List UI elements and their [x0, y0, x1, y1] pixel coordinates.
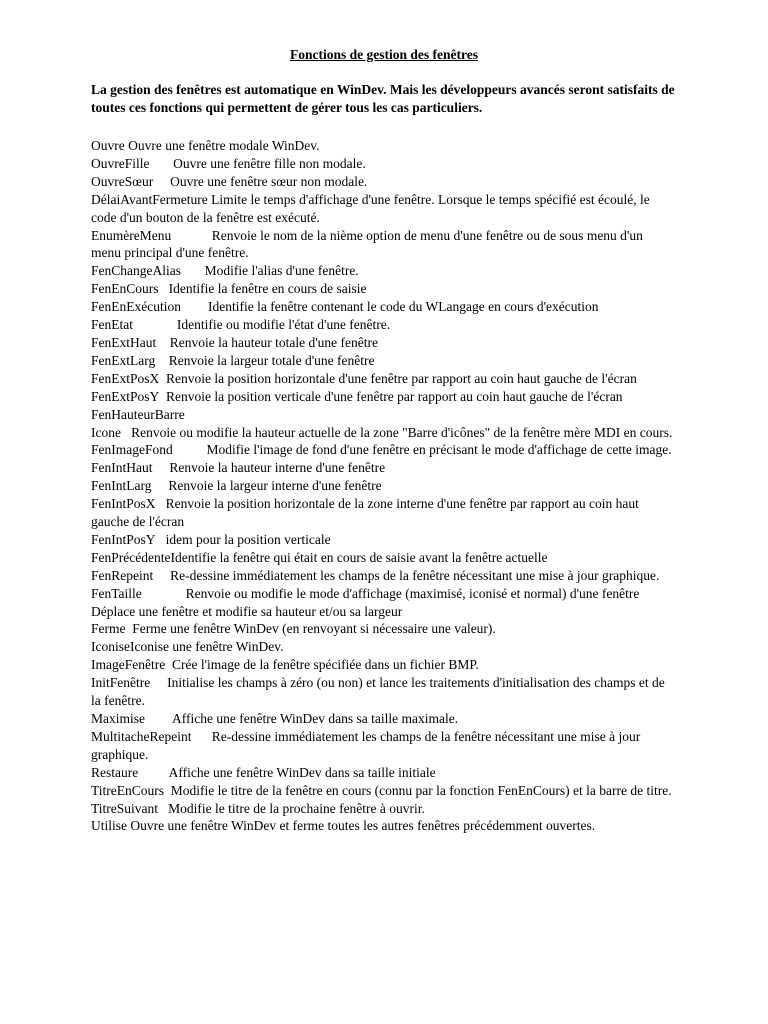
function-entry — [91, 155, 676, 173]
function-description: Ouvre une fenêtre sœur non modale. — [170, 173, 368, 189]
separator — [159, 371, 166, 386]
separator — [159, 389, 166, 404]
separator — [181, 299, 208, 314]
function-description: Identifie la fenêtre qui était en cours de saisie avant la fenêtre actuelle — [170, 549, 548, 565]
function-entry — [91, 656, 676, 674]
function-name: FenEnExécution — [91, 299, 181, 315]
function-entry — [91, 424, 676, 442]
function-entry — [91, 352, 676, 370]
function-entry — [91, 638, 676, 656]
function-entry — [91, 334, 676, 352]
function-description: Renvoie la largeur interne d'une fenêtre — [168, 478, 382, 494]
function-name: FenRepeint — [91, 567, 154, 583]
function-description: Iconise une fenêtre WinDev. — [129, 639, 284, 655]
separator — [156, 496, 166, 511]
separator — [156, 335, 170, 350]
function-entry — [91, 620, 676, 638]
intro-paragraph: La gestion des fenêtres est automatique en WinDev. Mais les développeurs avancés seront satisfaits de toutes ces fonctions qui permettent de gérer tous les cas particuliers. — [91, 82, 675, 115]
function-entry — [91, 227, 676, 263]
function-entry — [91, 567, 676, 585]
function-description: Re-dessine immédiatement les champs de la fenêtre nécessitant une mise à jour graphique. — [170, 567, 660, 583]
function-entry — [91, 137, 676, 155]
function-name: FenExtHaut — [91, 334, 157, 350]
function-name: ImageFenêtre — [91, 657, 166, 673]
function-description: Renvoie la largeur totale d'une fenêtre — [168, 352, 375, 368]
function-description: Modifie le titre de la fenêtre en cours (connu par la fonction FenEnCours) et la barre de titre. — [170, 782, 672, 798]
function-name: FenExtLarg — [91, 352, 156, 368]
function-description: Renvoie le nom de la nième option de menu d'une fenêtre ou de sous menu d'un menu principal d'une fenêtre. — [91, 227, 643, 261]
function-description: Renvoie la position horizontale d'une fenêtre par rapport au coin haut gauche de l'écran — [166, 370, 637, 386]
separator — [150, 156, 174, 171]
function-entry — [91, 406, 676, 424]
function-description: idem pour la position verticale — [165, 531, 331, 547]
separator — [155, 353, 169, 368]
function-entry — [91, 298, 676, 316]
function-description: Affiche une fenêtre WinDev dans sa taille initiale — [168, 764, 436, 780]
separator — [153, 460, 170, 475]
function-description: Ouvre une fenêtre modale WinDev. — [128, 138, 320, 153]
separator — [138, 765, 168, 780]
separator — [165, 657, 172, 672]
function-name: Iconise — [91, 639, 130, 655]
function-name: FenIntLarg — [91, 478, 152, 494]
function-entry — [91, 191, 676, 227]
separator — [145, 711, 172, 726]
function-list — [91, 137, 676, 835]
function-name: FenExtPosY — [91, 388, 160, 404]
function-entry — [91, 262, 676, 280]
function-entry — [91, 800, 676, 818]
function-description: Re-dessine immédiatement les champs de la fenêtre nécessitant une mise à jour graphique. — [91, 728, 641, 762]
separator — [153, 174, 170, 189]
function-description: Crée l'image de la fenêtre spécifiée dans un fichier BMP. — [171, 657, 479, 673]
function-name: FenTaille — [91, 585, 142, 601]
function-entry — [91, 728, 676, 764]
separator — [142, 586, 186, 601]
function-entry — [91, 370, 676, 388]
function-name: FenEtat — [91, 317, 133, 333]
function-name: OuvreFille — [91, 155, 150, 171]
function-name: TitreSuivant — [91, 800, 159, 816]
function-entry — [91, 441, 676, 459]
function-description: Renvoie la position verticale d'une fenêtre par rapport au coin haut gauche de l'écran — [166, 388, 623, 404]
separator — [158, 801, 168, 816]
function-entry — [91, 674, 676, 710]
separator — [171, 228, 212, 243]
function-description: Identifie la fenêtre en cours de saisie — [168, 281, 367, 297]
function-description: Limite le temps d'affichage d'une fenêtre. Lorsque le temps spécifié est écoulé, le code d'un bouton de la fenêtre est exécuté. — [91, 191, 650, 225]
separator — [181, 263, 205, 278]
function-name: FenExtPosX — [91, 370, 160, 386]
function-entry — [91, 764, 676, 782]
function-name: FenIntPosY — [91, 531, 156, 547]
function-name: EnumèreMenu — [91, 227, 172, 243]
function-name: OuvreSœur — [91, 173, 154, 189]
function-name: TitreEnCours — [91, 782, 165, 798]
separator — [153, 568, 170, 583]
function-name: FenIntPosX — [91, 496, 156, 512]
function-description: Modifie l'image de fond d'une fenêtre en précisant le mode d'affichage de cette image. — [206, 442, 672, 458]
function-name: FenImageFond — [91, 442, 173, 458]
function-description: Modifie l'alias d'une fenêtre. — [204, 263, 359, 279]
function-entry — [91, 710, 676, 728]
separator — [173, 442, 207, 457]
function-name: FenChangeAlias — [91, 263, 181, 279]
function-description: Renvoie la hauteur totale d'une fenêtre — [169, 334, 378, 350]
function-name: MultitacheRepeint — [91, 728, 192, 744]
document-title: Fonctions de gestion des fenêtres — [290, 47, 478, 62]
function-name: FenEnCours — [91, 281, 159, 297]
function-description: Ferme une fenêtre WinDev (en renvoyant si nécessaire une valeur). — [132, 621, 496, 637]
separator — [156, 532, 166, 547]
function-name: Maximise — [91, 711, 145, 726]
function-entry — [91, 280, 676, 298]
function-description: Renvoie la hauteur interne d'une fenêtre — [169, 460, 386, 476]
function-entry — [91, 495, 676, 531]
separator — [159, 281, 169, 296]
function-entry — [91, 173, 676, 191]
function-description: Ouvre une fenêtre fille non modale. — [173, 155, 366, 171]
separator — [164, 783, 171, 798]
function-name: FenIntHaut — [91, 460, 153, 476]
separator — [121, 425, 131, 440]
function-description: Renvoie ou modifie le mode d'affichage (maximisé, iconisé et normal) d'une fenêtre Déplace une fenêtre et modifie sa hauteur et/ou sa largeur — [91, 585, 640, 619]
function-description: Affiche une fenêtre WinDev dans sa taille maximale. — [172, 711, 459, 726]
function-name: Ouvre — [91, 138, 125, 153]
separator — [191, 729, 211, 744]
function-description: Modifie le titre de la prochaine fenêtre à ouvrir. — [168, 800, 425, 816]
function-name: Utilise — [91, 818, 127, 834]
function-description: Initialise les champs à zéro (ou non) et lance les traitements d'initialisation des champs et de la fenêtre. — [91, 675, 665, 709]
function-name: Ferme — [91, 621, 126, 637]
function-entry — [91, 459, 676, 477]
function-description: Identifie la fenêtre contenant le code du WLangage en cours d'exécution — [207, 299, 599, 315]
function-entry — [91, 388, 676, 406]
function-name: FenHauteurBarre — [91, 406, 185, 422]
function-entry — [91, 782, 676, 800]
function-name: DélaiAvantFermeture — [91, 191, 208, 207]
function-description: Renvoie la position horizontale de la zone interne d'une fenêtre par rapport au coin haut gauche de l'écran — [91, 496, 639, 530]
function-name: FenPrécédente — [91, 549, 171, 565]
separator — [150, 675, 167, 690]
function-entry — [91, 585, 676, 621]
separator — [152, 478, 169, 493]
function-name: Icone — [91, 424, 121, 440]
function-description: Ouvre une fenêtre WinDev et ferme toutes les autres fenêtres précédemment ouvertes. — [130, 818, 596, 834]
function-entry — [91, 531, 676, 549]
function-description: Identifie ou modifie l'état d'une fenêtre. — [176, 317, 391, 333]
function-name: InitFenêtre — [91, 675, 151, 691]
function-description: Renvoie ou modifie la hauteur actuelle de la zone "Barre d'icônes" de la fenêtre mère MDI en cours. — [131, 424, 673, 440]
function-name: Restaure — [91, 764, 139, 780]
function-entry — [91, 817, 676, 835]
function-entry — [91, 316, 676, 334]
function-entry — [91, 477, 676, 495]
separator — [133, 317, 177, 332]
function-entry — [91, 549, 676, 567]
